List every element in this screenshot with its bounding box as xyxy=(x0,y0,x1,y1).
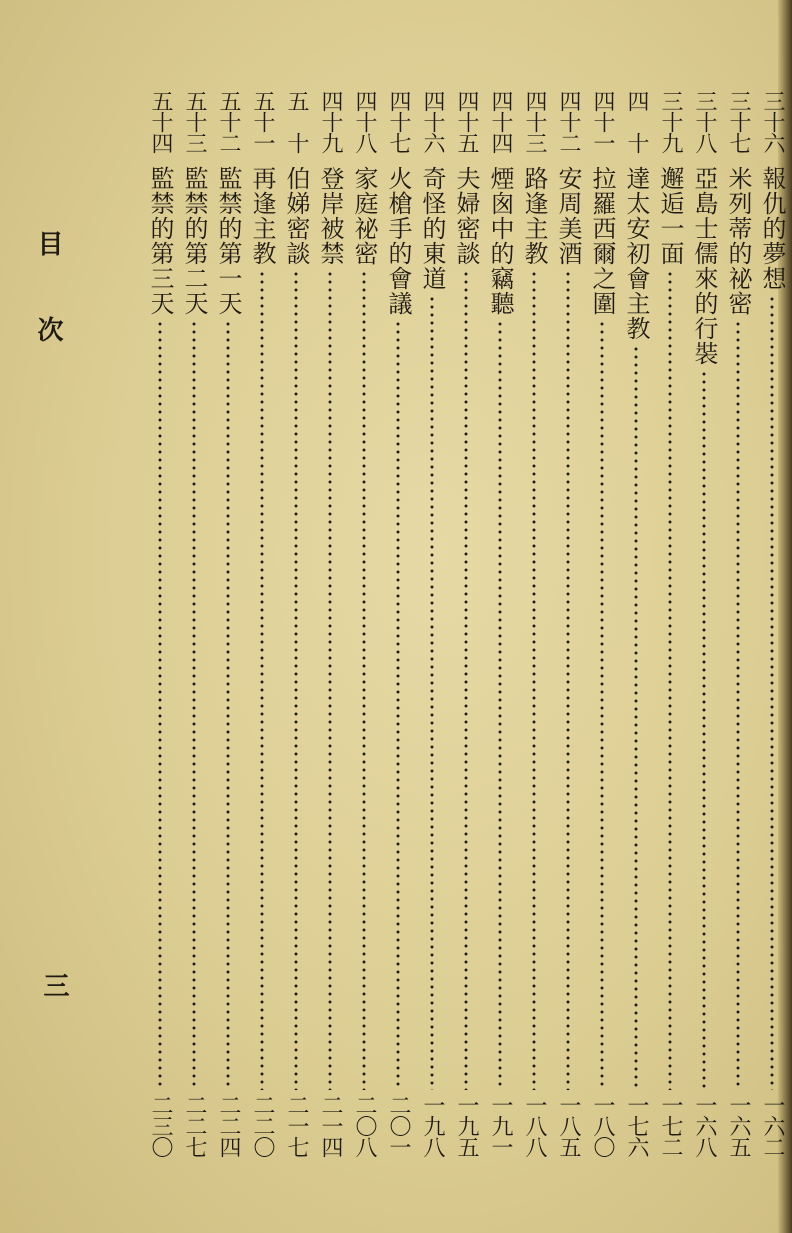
dot-leader xyxy=(396,320,400,1090)
chapter-title: 再逢主教 xyxy=(248,166,276,266)
chapter-number: 四十六 xyxy=(420,90,445,153)
chapter-number: 四十八 xyxy=(352,90,377,153)
dot-leader xyxy=(770,295,774,1090)
toc-entry[interactable] xyxy=(655,90,685,1190)
page-ref: 一六五 xyxy=(726,1094,751,1157)
toc-entry[interactable] xyxy=(213,90,243,1190)
chapter-number: 五十二 xyxy=(216,90,241,153)
dot-leader xyxy=(532,270,536,1090)
toc-entry[interactable] xyxy=(417,90,447,1190)
page-ref: 二二七 xyxy=(182,1094,207,1157)
dot-leader xyxy=(192,320,196,1090)
chapter-title: 奇怪的東道 xyxy=(418,166,446,291)
toc-heading-ci: 次 xyxy=(33,316,63,342)
dot-leader xyxy=(294,270,298,1090)
page-ref: 二〇八 xyxy=(352,1094,377,1157)
dot-leader xyxy=(226,320,230,1090)
page-ref: 二〇一 xyxy=(386,1094,411,1157)
chapter-title: 報仇的夢想 xyxy=(758,166,786,291)
toc-entry[interactable] xyxy=(587,90,617,1190)
chapter-number: 四十三 xyxy=(522,90,547,153)
chapter-title: 伯娣密談 xyxy=(282,166,310,266)
page-ref: 二二四 xyxy=(216,1094,241,1157)
chapter-title: 火槍手的會議 xyxy=(384,166,412,316)
chapter-number: 五十四 xyxy=(148,90,173,153)
dot-leader xyxy=(566,270,570,1090)
chapter-number: 五十一 xyxy=(250,90,275,153)
dot-leader xyxy=(736,320,740,1090)
toc-entry[interactable] xyxy=(519,90,549,1190)
chapter-number: 三十七 xyxy=(726,90,751,153)
toc-entry[interactable] xyxy=(179,90,209,1190)
chapter-number: 四十二 xyxy=(556,90,581,153)
chapter-title: 邂逅一面 xyxy=(656,166,684,266)
chapter-number: 五 十 xyxy=(284,90,309,153)
page-ref: 一六八 xyxy=(692,1094,717,1157)
dot-leader xyxy=(464,270,468,1090)
dot-leader xyxy=(600,320,604,1090)
toc-entry[interactable] xyxy=(485,90,515,1190)
chapter-title: 監禁的第一天 xyxy=(214,166,242,316)
toc-heading-mu: 目 xyxy=(33,230,63,256)
toc-entry[interactable] xyxy=(451,90,481,1190)
dot-leader xyxy=(634,345,638,1090)
chapter-number: 三十八 xyxy=(692,90,717,153)
dot-leader xyxy=(260,270,264,1090)
page-ref: 一八五 xyxy=(556,1094,581,1157)
page-ref: 二三〇 xyxy=(148,1094,173,1157)
page-ref: 二一七 xyxy=(284,1094,309,1157)
chapter-number: 三十六 xyxy=(760,90,785,153)
chapter-number: 四十四 xyxy=(488,90,513,153)
page-ref: 二二〇 xyxy=(250,1094,275,1157)
toc-entry[interactable] xyxy=(315,90,345,1190)
page-ref: 一九一 xyxy=(488,1094,513,1157)
page-ref: 一九八 xyxy=(420,1094,445,1157)
toc-entry[interactable] xyxy=(757,90,787,1190)
chapter-number: 四十七 xyxy=(386,90,411,153)
chapter-number: 四十九 xyxy=(318,90,343,153)
toc-entry[interactable] xyxy=(553,90,583,1190)
chapter-title: 煙囪中的竊聽 xyxy=(486,166,514,316)
chapter-title: 夫婦密談 xyxy=(452,166,480,266)
page-ref: 二一四 xyxy=(318,1094,343,1157)
chapter-title: 安周美酒 xyxy=(554,166,582,266)
toc-entry[interactable] xyxy=(689,90,719,1190)
page-ref: 一七六 xyxy=(624,1094,649,1157)
page-number: 三 xyxy=(39,972,69,998)
page-ref: 一七二 xyxy=(658,1094,683,1157)
toc-entry[interactable] xyxy=(349,90,379,1190)
chapter-title: 路逢主教 xyxy=(520,166,548,266)
chapter-number: 四十五 xyxy=(454,90,479,153)
chapter-title: 亞島士儒來的行裝 xyxy=(690,166,718,366)
chapter-title: 拉羅西爾之圍 xyxy=(588,166,616,316)
toc-entry[interactable] xyxy=(145,90,175,1190)
chapter-number: 四 十 xyxy=(624,90,649,153)
toc-entry[interactable] xyxy=(723,90,753,1190)
page-ref: 一八〇 xyxy=(590,1094,615,1157)
toc-entry[interactable] xyxy=(383,90,413,1190)
dot-leader xyxy=(498,320,502,1090)
page-ref: 一九五 xyxy=(454,1094,479,1157)
dot-leader xyxy=(668,270,672,1090)
toc-entry[interactable] xyxy=(621,90,651,1190)
chapter-title: 監禁的第二天 xyxy=(180,166,208,316)
dot-leader xyxy=(430,295,434,1090)
dot-leader xyxy=(702,370,706,1090)
chapter-title: 米列蒂的祕密 xyxy=(724,166,752,316)
toc-entry[interactable] xyxy=(281,90,311,1190)
chapter-number: 四十一 xyxy=(590,90,615,153)
toc-entry[interactable] xyxy=(247,90,277,1190)
dot-leader xyxy=(158,320,162,1090)
chapter-number: 五十三 xyxy=(182,90,207,153)
dot-leader xyxy=(362,270,366,1090)
chapter-number: 三十九 xyxy=(658,90,683,153)
page-ref: 一六二 xyxy=(760,1094,785,1157)
dot-leader xyxy=(328,270,332,1090)
chapter-title: 家庭祕密 xyxy=(350,166,378,266)
chapter-title: 達太安初會主教 xyxy=(622,166,650,341)
chapter-title: 監禁的第三天 xyxy=(146,166,174,316)
chapter-title: 登岸被禁 xyxy=(316,166,344,266)
page-ref: 一八八 xyxy=(522,1094,547,1157)
